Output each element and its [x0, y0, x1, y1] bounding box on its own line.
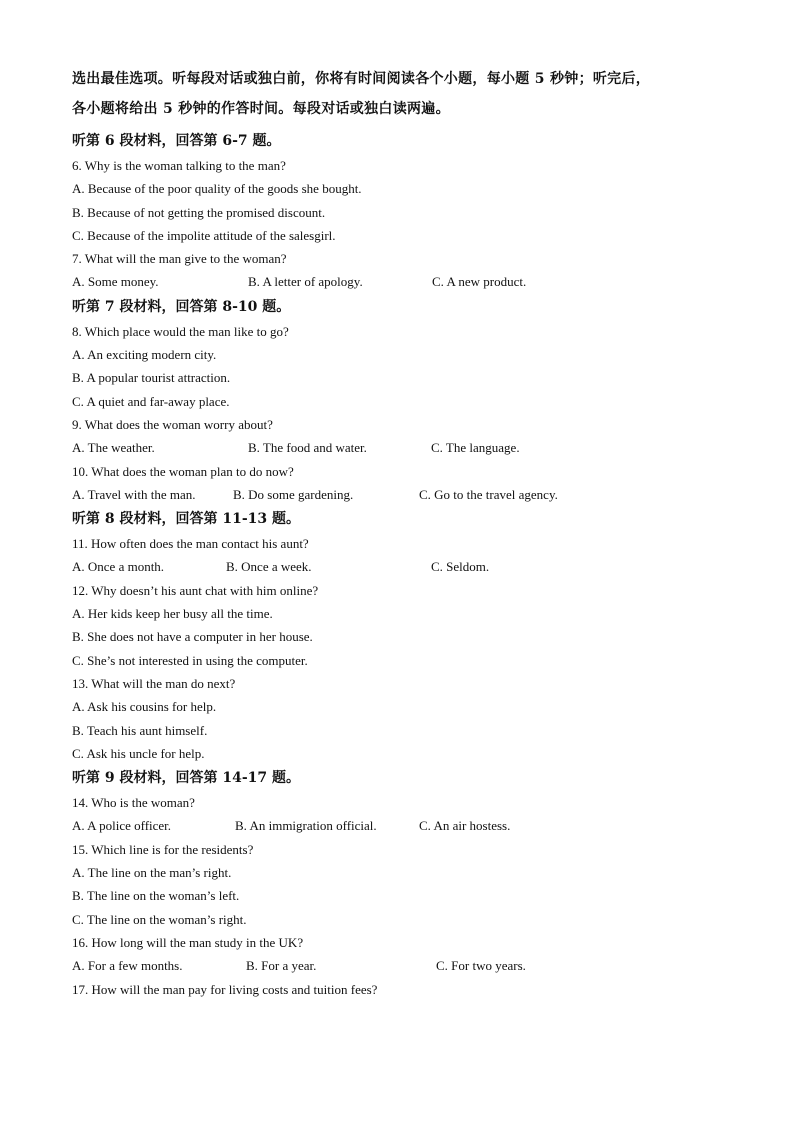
section-heading: 听第 6 段材料，回答第 6-7 题。	[72, 133, 281, 149]
answer-option: A. Ask his cousins for help.	[72, 699, 217, 715]
section-heading: 听第 7 段材料，回答第 8-10 题。	[72, 298, 291, 315]
answer-option: A. The line on the man’s right.	[72, 865, 232, 881]
options-row	[72, 483, 732, 506]
answer-option: A. An exciting modern city.	[72, 347, 217, 363]
answer-option: C. Ask his uncle for help.	[72, 745, 205, 761]
question-text: 9. What does the woman worry about?	[72, 416, 273, 432]
answer-option: C. A new product.	[432, 274, 527, 290]
answer-option: B. Once a week.	[226, 559, 312, 575]
answer-option: B. She does not have a computer in her house.	[72, 629, 313, 645]
question-text: 8. Which place would the man like to go?	[72, 323, 289, 339]
question-text: 11. How often does the man contact his aunt?	[72, 536, 309, 552]
answer-option: C. For two years.	[436, 958, 526, 974]
answer-option: C. The line on the woman’s right.	[72, 911, 247, 927]
answer-option: A. For a few months.	[72, 958, 183, 974]
options-row	[72, 436, 732, 459]
question-text: 17. How will the man pay for living costs and tuition fees?	[72, 981, 378, 997]
question-text: 16. How long will the man study in the UK?	[72, 934, 304, 950]
question-text: 13. What will the man do next?	[72, 675, 236, 691]
instruction-line: 选出最佳选项。听每段对话或独白前，你将有时间阅读各个小题，每小题 5 秒钟；听完后，	[72, 71, 651, 87]
answer-option: A. Because of the poor quality of the goods she bought.	[72, 181, 362, 197]
options-row	[72, 270, 732, 293]
answer-option: C. Seldom.	[431, 559, 490, 575]
answer-option: B. For a year.	[246, 958, 317, 974]
question-text: 6. Why is the woman talking to the man?	[72, 158, 286, 173]
answer-option: C. The language.	[431, 440, 520, 456]
answer-option: C. A quiet and far-away place.	[72, 393, 230, 409]
answer-option: A. A police officer.	[72, 818, 172, 834]
answer-option: B. Do some gardening.	[233, 486, 354, 502]
answer-option: A. Travel with the man.	[72, 486, 196, 502]
question-text: 10. What does the woman plan to do now?	[72, 463, 294, 479]
answer-option: A. Once a month.	[72, 559, 165, 575]
question-text: 12. Why doesn’t his aunt chat with him online?	[72, 582, 319, 598]
answer-option: B. Teach his aunt himself.	[72, 722, 208, 738]
question-text: 7. What will the man give to the woman?	[72, 251, 287, 267]
answer-option: B. An immigration official.	[235, 818, 377, 834]
options-row	[72, 954, 732, 977]
question-text: 15. Which line is for the residents?	[72, 841, 254, 857]
answer-option: B. The line on the woman’s left.	[72, 888, 240, 904]
question-text: 14. Who is the woman?	[72, 795, 195, 811]
options-row	[72, 814, 732, 837]
answer-option: B. The food and water.	[248, 440, 367, 456]
answer-option: A. Her kids keep her busy all the time.	[72, 606, 273, 622]
answer-option: A. Some money.	[72, 274, 159, 290]
instructions	[72, 64, 732, 124]
answer-option: B. Because of not getting the promised discount.	[72, 204, 326, 220]
answer-option: B. A letter of apology.	[248, 274, 363, 290]
answer-option: C. Because of the impolite attitude of the salesgirl.	[72, 227, 336, 243]
answer-option: A. The weather.	[72, 440, 155, 456]
section-heading: 听第 9 段材料，回答第 14-17 题。	[72, 770, 301, 787]
section-heading: 听第 8 段材料，回答第 11-13 题。	[72, 511, 301, 528]
answer-option: C. An air hostess.	[419, 818, 511, 834]
question-list	[72, 128, 732, 1001]
answer-option: B. A popular tourist attraction.	[72, 370, 231, 386]
options-row	[72, 555, 732, 578]
answer-option: C. She’s not interested in using the computer.	[72, 652, 308, 668]
answer-option: C. Go to the travel agency.	[419, 486, 558, 502]
instruction-line: 各小题将给出 5 秒钟的作答时间。每段对话或独白读两遍。	[72, 101, 450, 117]
